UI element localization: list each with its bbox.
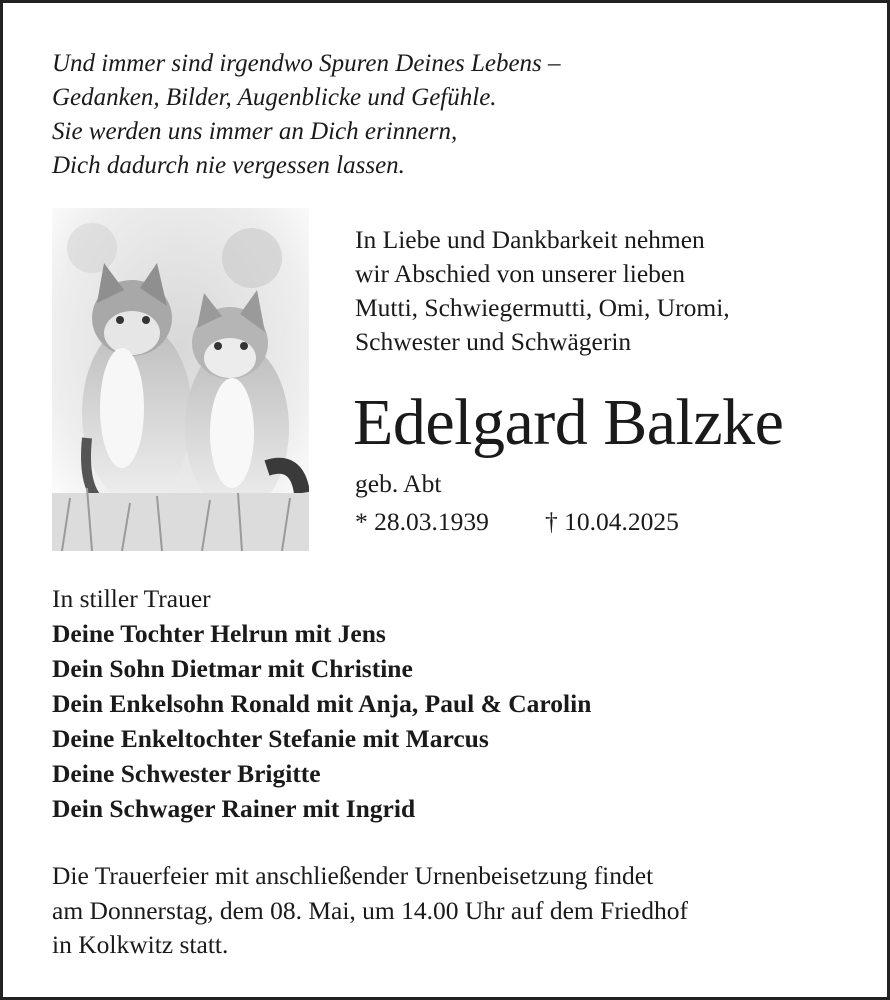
poem-line: Gedanken, Bilder, Augenblicke und Gefühle. (52, 84, 497, 111)
funeral-line: Die Trauerfeier mit anschließender Urnenbeisetzung findet (52, 861, 654, 890)
mourner: Deine Schwester Brigitte (52, 759, 321, 788)
mourner: Deine Tochter Helrun mit Jens (52, 619, 386, 648)
mourner: Dein Sohn Dietmar mit Christine (52, 654, 413, 683)
maiden-name: geb. Abt (355, 469, 442, 498)
death-date: † 10.04.2025 (545, 507, 679, 536)
funeral-line: am Donnerstag, dem 08. Mai, um 14.00 Uhr auf dem Friedhof (52, 895, 688, 925)
intro-line: Mutti, Schwiegermutti, Omi, Uromi, (355, 293, 730, 322)
deceased-name: Edelgard Balzke (353, 386, 784, 459)
intro-text (355, 223, 730, 359)
poem-line: Dich dadurch nie vergessen lassen. (52, 152, 405, 179)
funeral-info (52, 859, 688, 963)
intro-line: wir Abschied von unserer lieben (355, 259, 685, 288)
poem-line: Und immer sind irgendwo Spuren Deines Lebens – (52, 50, 561, 77)
mourner: Dein Enkelsohn Ronald mit Anja, Paul & Carolin (52, 689, 592, 718)
poem-line: Sie werden uns immer an Dich erinnern, (52, 118, 458, 145)
mourner: Deine Enkeltochter Stefanie mit Marcus (52, 724, 489, 753)
intro-line: In Liebe und Dankbarkeit nehmen (355, 225, 705, 254)
mourner: Dein Schwager Rainer mit Ingrid (52, 794, 416, 823)
memorial-poem (52, 47, 561, 183)
mourners (52, 581, 591, 826)
two-cats-photo (52, 208, 309, 551)
funeral-line: in Kolkwitz statt. (52, 930, 229, 959)
mourners-intro: In stiller Trauer (52, 584, 211, 613)
life-dates (355, 505, 679, 539)
birth-date: * 28.03.1939 (355, 507, 489, 536)
intro-line: Schwester und Schwägerin (355, 327, 632, 356)
